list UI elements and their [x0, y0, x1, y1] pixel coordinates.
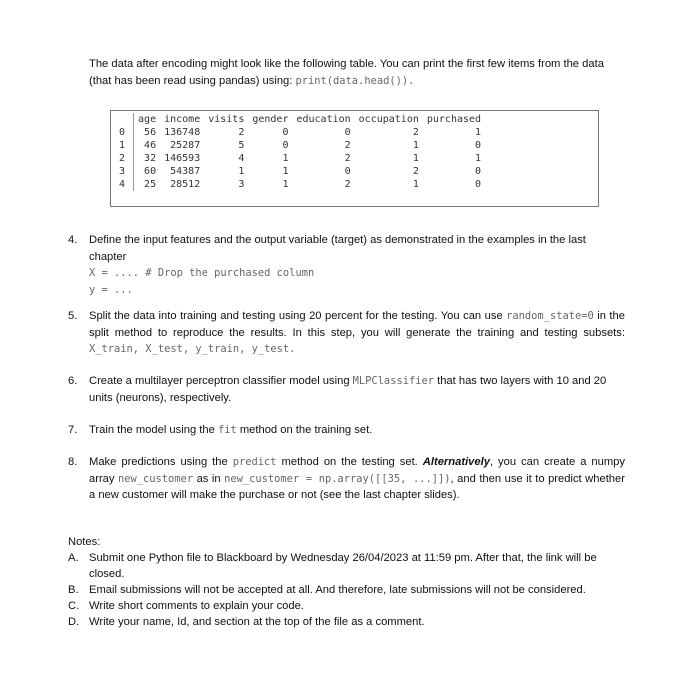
note-text: Submit one Python file to Blackboard by Wednesday 26/04/2023 at 11:59 pm. After that, the link will be closed.	[89, 552, 597, 580]
table-cell: 4	[238, 153, 245, 164]
column-header: education	[296, 114, 351, 125]
table-cell: 1	[412, 153, 419, 164]
table-cell: 1	[238, 166, 245, 177]
row-index: 0	[115, 126, 134, 139]
inline-code: fit	[217, 424, 237, 436]
intro-code: print(data.head()).	[295, 75, 415, 87]
row-index: 3	[115, 165, 134, 178]
note-letter: D.	[68, 616, 80, 628]
dataframe-table	[115, 113, 485, 191]
table-cell: 0	[282, 127, 289, 138]
table-cell: 1	[412, 140, 419, 151]
inline-code: new_customer	[118, 472, 194, 485]
table-cell: 2	[238, 127, 245, 138]
note-letter: B.	[68, 584, 79, 596]
table-cell: 28512	[170, 179, 201, 190]
index-header	[115, 113, 134, 126]
item-number: 6.	[68, 375, 78, 387]
intro-paragraph	[89, 56, 629, 90]
table-cell: 1	[475, 127, 482, 138]
table-cell: 2	[344, 179, 351, 190]
table-row	[115, 178, 485, 191]
item-number: 5.	[68, 310, 78, 322]
table-row	[115, 165, 485, 178]
item-text: in the split method to reproduce the results. In this step, you will generate the training and testing subsets:	[89, 310, 625, 339]
table-cell: 25287	[170, 140, 201, 151]
item-text: Create a multilayer perceptron classifier model using	[89, 375, 353, 387]
table-cell: 2	[412, 166, 419, 177]
table-cell: 2	[412, 127, 419, 138]
table-cell: 136748	[164, 127, 201, 138]
column-header: age	[138, 114, 157, 125]
notes-section	[68, 534, 628, 630]
table-cell: 146593	[164, 153, 201, 164]
note-letter: A.	[68, 552, 79, 564]
item-text: Define the input features and the output variable (target) as demonstrated in the examples in the last chapter	[89, 234, 586, 263]
table-cell: 3	[238, 179, 245, 190]
row-index: 4	[115, 178, 134, 191]
intro-text: The data after encoding might look like the following table. You can print the first few items from the data (that has been read using pandas) using:	[89, 58, 604, 87]
table-cell: 0	[344, 166, 351, 177]
table-cell: 1	[282, 166, 289, 177]
note-item	[68, 550, 628, 582]
table-cell: 0	[475, 166, 482, 177]
code-line-x: X = .... # Drop the purchased column	[89, 267, 315, 279]
table-header-row	[115, 113, 485, 126]
table-cell: 1	[282, 179, 289, 190]
note-item	[68, 614, 628, 630]
table-cell: 60	[144, 166, 157, 177]
column-header: income	[164, 114, 201, 125]
note-text: Email submissions will not be accepted at all. And therefore, late submissions will not be considered.	[89, 584, 586, 596]
table-cell: 1	[412, 179, 419, 190]
table-cell: 56	[144, 127, 157, 138]
table-cell: 5	[238, 140, 245, 151]
note-text: Write your name, Id, and section at the top of the file as a comment.	[89, 616, 425, 628]
table-row	[115, 139, 485, 152]
column-header: visits	[208, 114, 245, 125]
inline-code: new_customer = np.array([[35, ...]])	[224, 472, 451, 485]
table-row	[115, 126, 485, 139]
item-text: , you can create a numpy array	[89, 456, 625, 485]
item-number: 4.	[68, 234, 78, 246]
note-letter: C.	[68, 600, 80, 612]
item-number: 7.	[68, 424, 78, 436]
inline-code: MLPClassifier	[352, 375, 434, 387]
item-text: as in	[193, 472, 225, 485]
dataframe-output-box	[110, 110, 599, 207]
table-cell: 0	[282, 140, 289, 151]
table-cell: 25	[144, 179, 157, 190]
item-text: Make predictions using the	[89, 456, 233, 468]
item-number: 8.	[68, 456, 78, 468]
item-text: method on the training set.	[236, 424, 373, 436]
inline-code: random_state=0	[506, 310, 594, 322]
table-cell: 32	[144, 153, 157, 164]
code-line-y: y = ...	[89, 283, 133, 296]
item-text: Split the data into training and testing using 20 percent for the testing. You can use	[89, 310, 507, 322]
table-cell: 54387	[170, 166, 201, 177]
column-header: occupation	[358, 114, 419, 125]
note-item	[68, 598, 628, 614]
emphasis-text: Alternatively	[422, 456, 490, 468]
note-item	[68, 582, 628, 598]
row-index: 1	[115, 139, 134, 152]
inline-code: predict	[232, 456, 277, 468]
table-cell: 0	[475, 140, 482, 151]
table-cell: 0	[475, 179, 482, 190]
item-text: Train the model using the	[89, 424, 218, 436]
inline-code: X_train, X_test, y_train, y_test.	[89, 343, 296, 355]
table-cell: 1	[475, 153, 482, 164]
table-cell: 1	[282, 153, 289, 164]
table-cell: 2	[344, 153, 351, 164]
table-cell: 46	[144, 140, 157, 151]
table-cell: 0	[344, 127, 351, 138]
column-header: purchased	[426, 114, 482, 125]
item-text: method on the testing set.	[276, 456, 423, 468]
column-header: gender	[252, 114, 289, 125]
table-cell: 2	[344, 140, 351, 151]
table-row	[115, 152, 485, 165]
note-text: Write short comments to explain your code.	[89, 600, 304, 612]
row-index: 2	[115, 152, 134, 165]
notes-heading: Notes:	[68, 536, 101, 548]
item-text: , and then use it to predict whether a new customer will make the purchase or not (see the last chapter slides).	[89, 472, 625, 501]
item-text: that has two layers with 10 and 20 units (neurons), respectively.	[89, 375, 607, 404]
